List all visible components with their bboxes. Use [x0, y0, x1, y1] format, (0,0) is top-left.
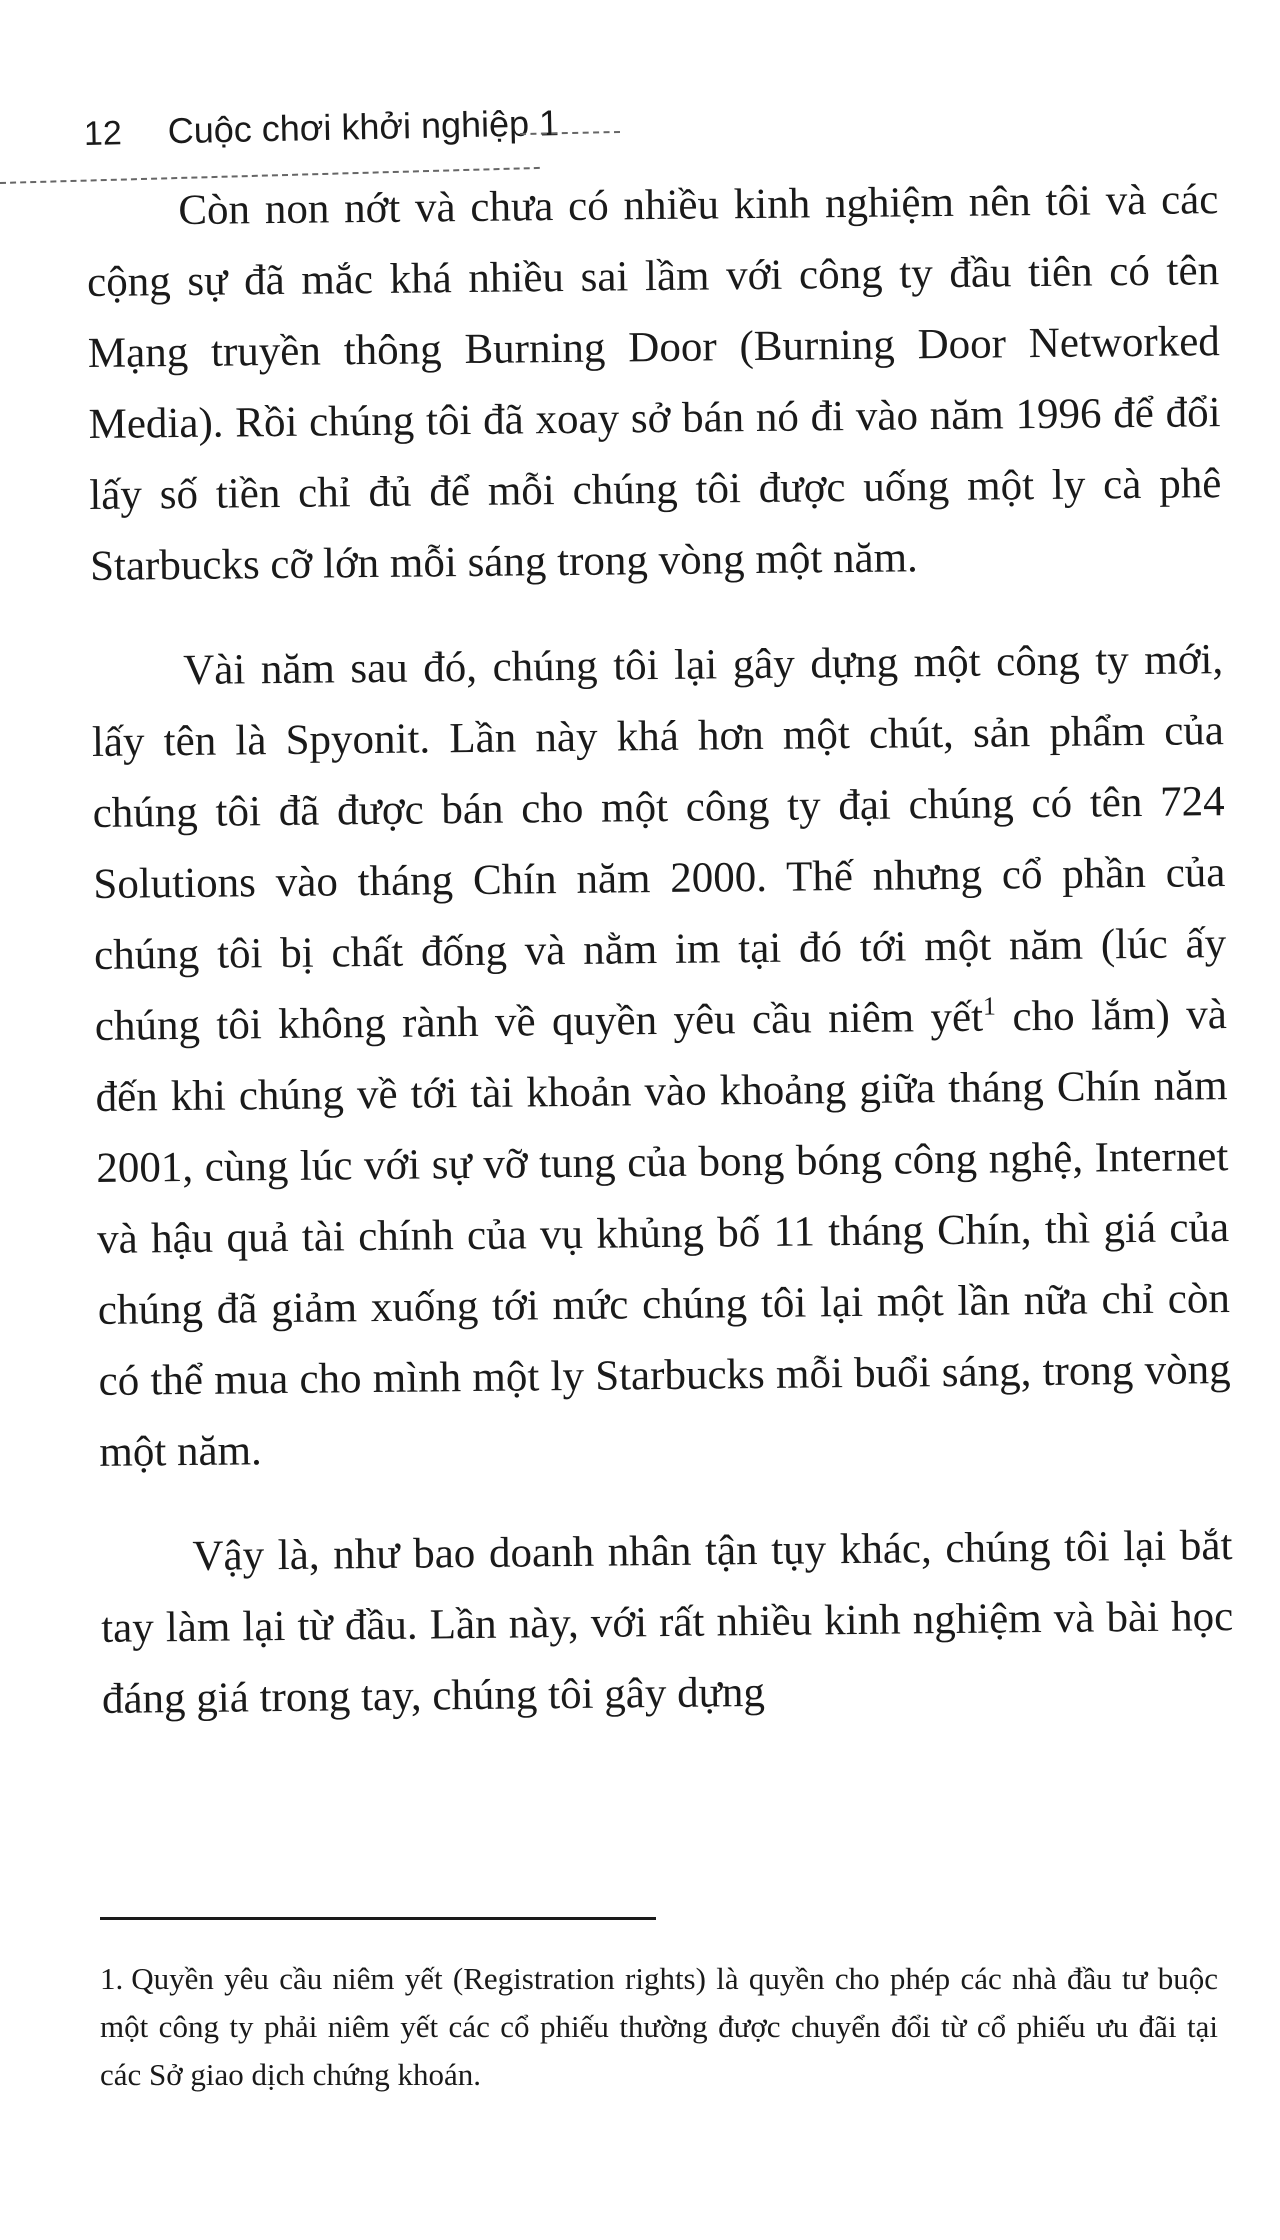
- paragraph-2-continuation: cho lắm) và đến khi chúng về tới tài khoản vào khoảng giữa tháng Chín năm 2001, cùng lúc với sự vỡ tung của bong bóng công nghệ, Internet và hậu quả tài chính của vụ khủng bố 11 tháng Chín, thì giá của chúng đã giảm xuống tới mức chúng tôi lại một lần nữa chỉ còn có thể mua cho mình một ly Starbucks mỗi buổi sáng, trong vòng một năm.: [95, 991, 1231, 1476]
- paragraph-1: Còn non nớt và chưa có nhiều kinh nghiệm nên tôi và các cộng sự đã mắc khá nhiều sai lầm với công ty đầu tiên có tên Mạng truyền thông Burning Door (Burning Door Networked Media). Rồi chúng tôi đã xoay sở bán nó đi vào năm 1996 để đổi lấy số tiền chỉ đủ để mỗi chúng tôi được uống một ly cà phê Starbucks cỡ lớn mỗi sáng trong vòng một năm.: [86, 176, 1222, 590]
- footnote-reference: 1: [982, 991, 997, 1021]
- footnote-mark: 1.: [100, 1961, 124, 1996]
- book-title: Cuộc chơi khởi nghiệp 1: [167, 102, 560, 152]
- footnote-text: Quyền yêu cầu niêm yết (Registration rights) là quyền cho phép các nhà đầu tư buộc một công ty phải niêm yết các cổ phiếu thường được chuyển đổi từ cổ phiếu ưu đãi tại các Sở giao dịch chứng khoán.: [100, 1961, 1218, 2092]
- footnote: [100, 1955, 1218, 2099]
- running-head: [83, 102, 559, 162]
- page-number: 12: [83, 114, 123, 153]
- footnote-rule: [100, 1917, 656, 1920]
- paragraph-2: [91, 624, 1232, 1488]
- paragraph-3: Vậy là, như bao doanh nhân tận tụy khác, chúng tôi lại bắt tay làm lại từ đầu. Lần này, với rất nhiều kinh nghiệm và bài học đáng giá trong tay, chúng tôi gây dựng: [100, 1522, 1234, 1723]
- paragraph-2-text: Vài năm sau đó, chúng tôi lại gây dựng một công ty mới, lấy tên là Spyonit. Lần này khá hơn một chút, sản phẩm của chúng tôi đã được bán cho một công ty đại chúng có tên 724 Solutions vào tháng Chín năm 2000. Thế nhưng cổ phần của chúng tôi bị chất đống và nằm im tại đó tới một năm (lúc ấy chúng tôi không rành về quyền yêu cầu niêm yết: [91, 636, 1227, 1050]
- body-text: [86, 164, 1235, 1769]
